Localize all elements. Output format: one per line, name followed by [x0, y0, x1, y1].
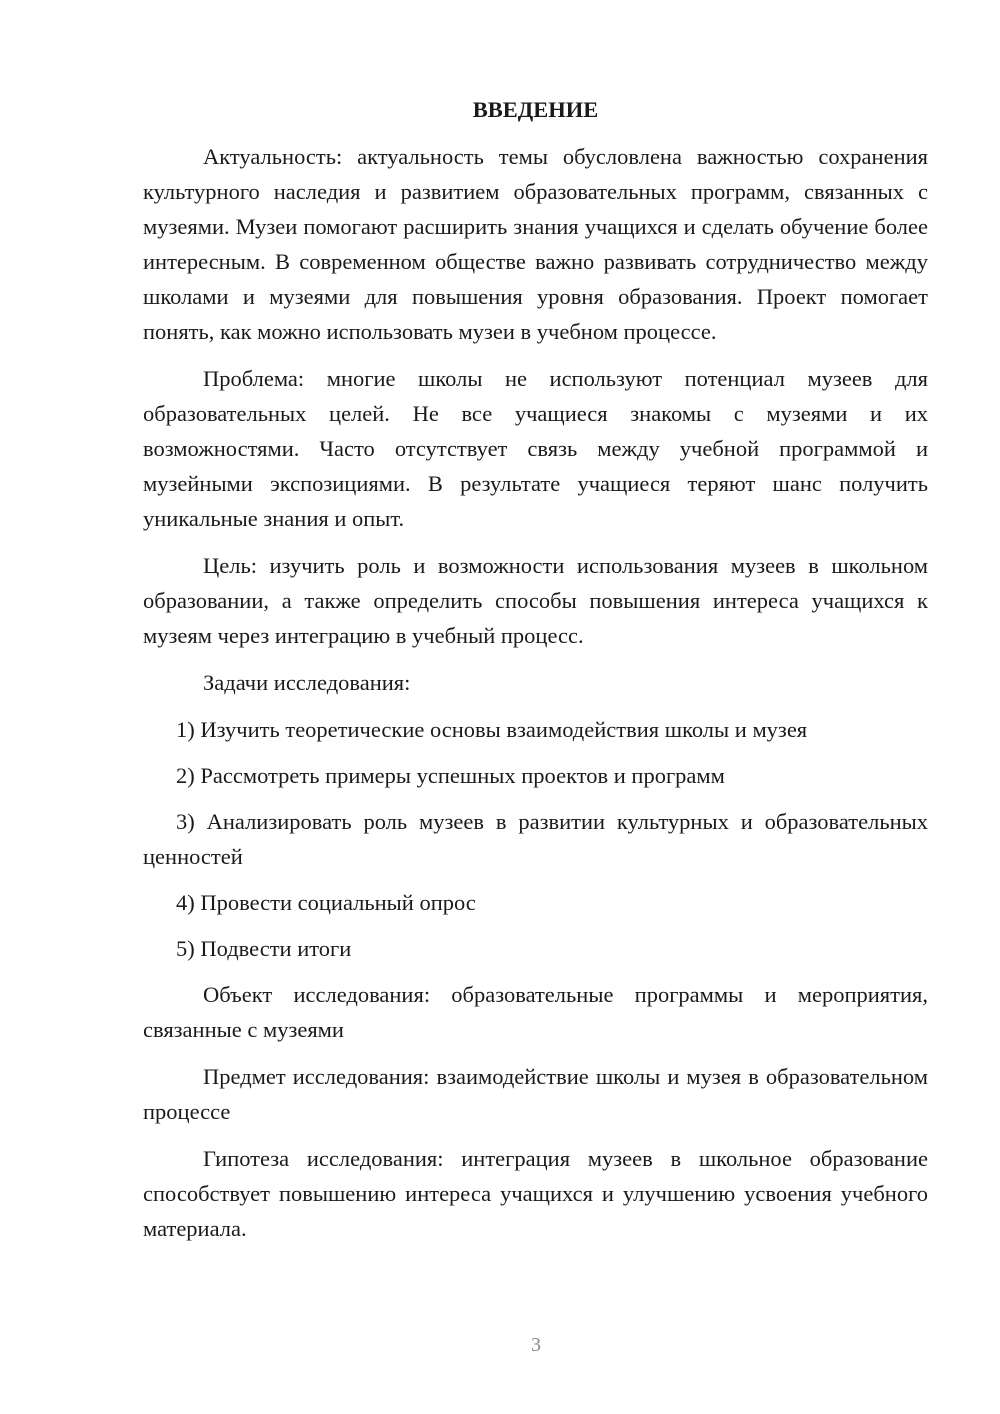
task-item-4: 4) Провести социальный опрос — [176, 890, 476, 915]
tasks-heading: Задачи исследования: — [203, 670, 411, 695]
hypothesis-paragraph: Гипотеза исследования: интеграция музеев в школьное образование способствует повышению интереса учащихся и улучшению усвоения учебного материала. — [143, 1146, 928, 1241]
tasks-list — [143, 712, 928, 966]
task-item-3: 3) Анализировать роль музеев в развитии культурных и образовательных ценностей — [143, 809, 928, 869]
goal-paragraph: Цель: изучить роль и возможности использования музеев в школьном образовании, а также определить способы повышения интереса учащихся к музеям через интеграцию в учебный процесс. — [143, 553, 928, 648]
page-content — [143, 92, 928, 1258]
subject-paragraph: Предмет исследования: взаимодействие школы и музея в образовательном процессе — [143, 1064, 928, 1124]
task-item-1: 1) Изучить теоретические основы взаимодействия школы и музея — [176, 717, 808, 742]
page-number: 3 — [531, 1334, 541, 1356]
problem-paragraph: Проблема: многие школы не используют потенциал музеев для образовательных целей. Не все учащиеся знакомы с музеями и их возможностями. Часто отсутствует связь между учебной программой и музейными экспозициями. В результате учащиеся теряют шанс получить уникальные знания и опыт. — [143, 366, 928, 531]
relevance-paragraph: Актуальность: актуальность темы обусловлена важностью сохранения культурного наследия и развитием образовательных программ, связанных с музеями. Музеи помогают расширить знания учащихся и сделать обучение более интересным. В современном обществе важно развивать сотрудничество между школами и музеями для повышения уровня образования. Проект помогает понять, как можно использовать музеи в учебном процессе. — [143, 144, 928, 344]
page-title: ВВЕДЕНИЕ — [472, 97, 599, 122]
task-item-5: 5) Подвести итоги — [176, 936, 352, 961]
task-item-2: 2) Рассмотреть примеры успешных проектов и программ — [176, 763, 725, 788]
object-paragraph: Объект исследования: образовательные программы и мероприятия, связанные с музеями — [143, 982, 928, 1042]
